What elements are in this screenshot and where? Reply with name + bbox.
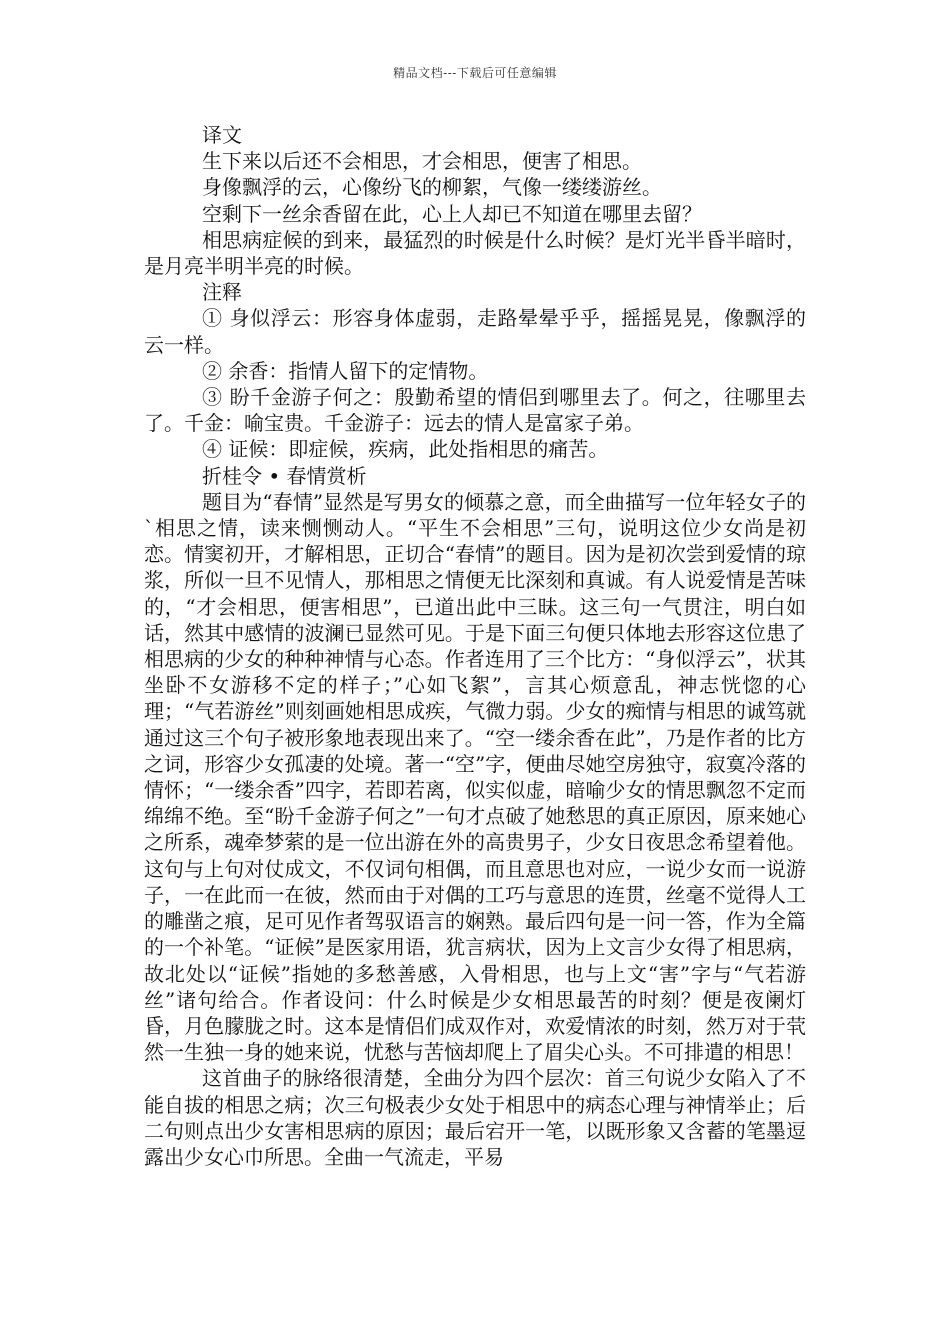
translation-line-1: 生下来以后还不会相思，才会相思，便害了相思。	[202, 149, 642, 174]
document-body	[144, 122, 806, 1170]
note-4: ④ 证候：即症候，疾病，此处指相思的痛苦。	[202, 437, 609, 462]
note-2: ② 余香：指情人留下的定情物。	[202, 358, 489, 383]
note-1: ① 身似浮云：形容身体虚弱，走路晕晕乎乎，摇摇晃晃，像飘浮的云一样。	[144, 306, 806, 357]
appreciation-paragraph-1: 题目为“春情”显然是写男女的倾慕之意，而全曲描写一位年轻女子的`相思之情，读来恻恻动人。“平生不会相思”三句，说明这位少女尚是初恋。情窦初开，才解相思，正切合“春情”的题目。因为是初次尝到爱情的琼浆，所似一旦不见情人，那相思之情便无比深刻和真诚。有人说爱情是苦味的，“才会相思，便害相思”，已道出此中三昧。这三句一气贯注，明白如话，然其中感情的波澜已显然可见。于是下面三句便只体地去形容这位患了相思病的少女的种种神情与心态。作者连用了三个比方：“身似浮云”，状其坐卧不女游移不定的样子；”心如飞絮”，言其心烦意乱，神志恍惚的心理；“气若游丝”则刻画她相思成疾，气微力弱。少女的痴情与相思的诚笃就通过这三个句子被形象地表现出来了。“空一缕余香在此”，乃是作者的比方之词，形容少女孤凄的处境。著一“空”字，便曲尽她空房独守，寂寞冷落的情怀；“一缕余香”四字，若即若离，似实似虚，暗喻少女的情思飘忽不定而绵绵不绝。至“盼千金游子何之”一句才点破了她愁思的真正原因，原来她心之所系，魂牵梦萦的是一位出游在外的高贵男子，少女日夜思念希望着他。这句与上句对仗成文，不仅词句相偶，而且意思也对应，一说少女而一说游子，一在此而一在彼，然而由于对偶的工巧与意思的连贯，丝毫不觉得人工的雕凿之痕，足可见作者驾驭语言的娴熟。最后四句是一问一答，作为全篇的一个补笔。“证候”是医家用语，犹言病状，因为上文言少女得了相思病，故北处以“证候”指她的多愁善感，入骨相思，也与上文“害”字与“气若游丝”诸句给合。作者设问：什么时候是少女相思最苦的时刻？便是夜阑灯昏，月色朦胧之时。这本是情侣们成双作对，欢爱情浓的时刻，然万对于茕然一生独一身的她来说，忧愁与苦恼却爬上了眉尖心头。不可排遣的相思！	[144, 489, 806, 1065]
translation-line-3: 空剩下一丝余香留在此，心上人却已不知道在哪里去留？	[202, 201, 702, 226]
translation-line-4: 相思病症候的到来，最猛烈的时候是什么时候？是灯光半昏半暗时，是月亮半明半亮的时候。	[144, 227, 806, 279]
heading-appreciation: 折桂令 • 春情赏析	[202, 463, 367, 488]
heading-translation: 译文	[202, 123, 242, 147]
page-header: 精品文档---下载后可任意编辑	[393, 66, 557, 80]
note-3: ③ 盼千金游子何之：殷勤希望的情侣到哪里去了。何之，往哪里去了。千金：喻宝贵。千金游子：远去的情人是富家子弟。	[144, 385, 806, 436]
appreciation-paragraph-2: 这首曲子的脉络很清楚，全曲分为四个层次：首三句说少女陷入了不能自拔的相思之病；次三句极表少女处于相思中的病态心理与神情举止；后二句则点出少女害相思病的原因；最后宕开一笔，以既形象又含蓄的笔墨逗露出少女心巾所思。全曲一气流走，平易	[144, 1066, 806, 1169]
heading-notes: 注释	[202, 280, 242, 305]
translation-line-2: 身像飘浮的云，心像纷飞的柳絮，气像一缕缕游丝。	[202, 175, 662, 200]
